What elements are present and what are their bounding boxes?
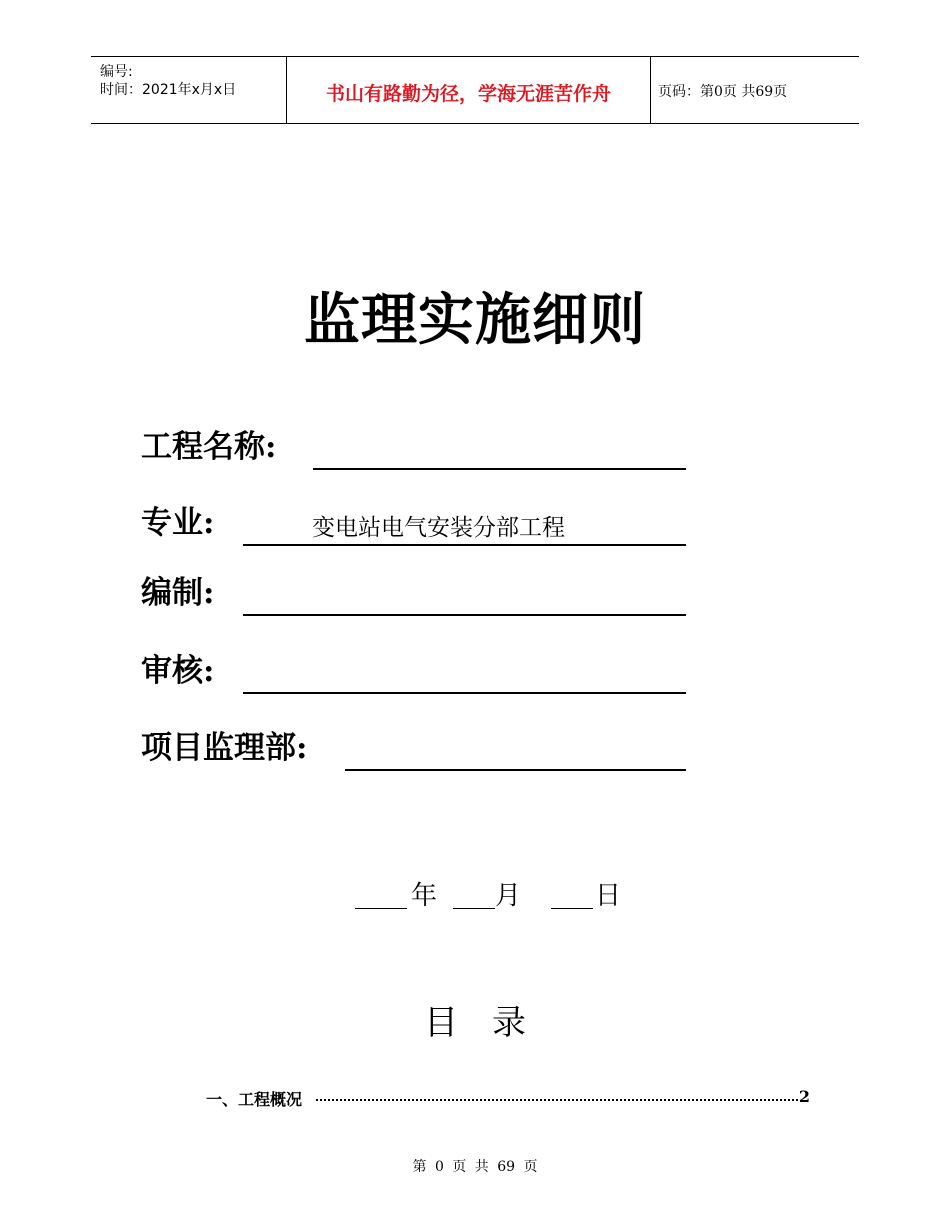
field-underline[interactable] [243, 614, 686, 616]
field-label: 编制: [141, 575, 215, 611]
field-underline[interactable] [313, 468, 686, 470]
year-blank[interactable] [355, 908, 407, 909]
field-label: 工程名称: [141, 429, 277, 465]
document-time-label: 时间：2021年x月x日 [100, 82, 237, 98]
toc-title: 目录 [424, 1003, 560, 1043]
toc-entry[interactable] [206, 1085, 810, 1109]
header-page-info: 页码：第0页 共69页 [658, 84, 788, 100]
month-label: 月 [495, 881, 522, 911]
field-value: 变电站电气安装分部工程 [312, 515, 565, 541]
document-number-label: 编号: [100, 64, 133, 80]
toc-entry-label: 一、工程概况 [206, 1087, 304, 1110]
field-underline[interactable] [243, 544, 686, 546]
toc-leader-dots [316, 1099, 798, 1101]
day-blank[interactable] [551, 908, 593, 909]
header-meta-cell [91, 57, 286, 123]
header-slogan-cell [286, 57, 651, 123]
document-title: 监理实施细则 [304, 288, 646, 353]
header-page-cell [650, 57, 859, 123]
field-underline[interactable] [243, 692, 686, 694]
header-slogan: 书山有路勤为径，学海无涯苦作舟 [325, 83, 611, 105]
year-label: 年 [411, 881, 438, 911]
field-label: 项目监理部: [141, 730, 308, 766]
field-underline[interactable] [345, 769, 686, 771]
page-header [91, 56, 859, 124]
date-row [355, 878, 635, 912]
field-label: 专业: [141, 505, 215, 541]
field-label: 审核: [141, 653, 215, 689]
page-footer: 第 0 页 共 69 页 [412, 1159, 538, 1175]
day-label: 日 [595, 881, 622, 911]
toc-entry-page: 2 [798, 1087, 810, 1106]
month-blank[interactable] [453, 908, 495, 909]
